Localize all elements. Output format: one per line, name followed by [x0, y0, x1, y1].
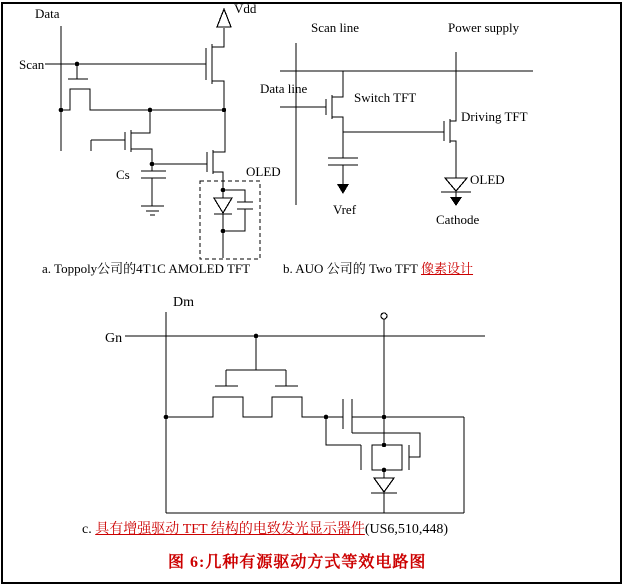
caption-c-suffix: (US6,510,448) [364, 522, 449, 537]
data-line-label: Data line [260, 81, 308, 96]
terminal-circle-icon [381, 313, 387, 319]
vdd-label: Vdd [234, 1, 257, 16]
node-wire [166, 397, 343, 417]
cathode-arrow-icon [450, 197, 462, 206]
vref-arrow-icon [337, 184, 349, 194]
scan-label: Scan [19, 57, 45, 72]
cs-capacitor [141, 164, 166, 206]
vdd-triangle-icon [217, 9, 231, 27]
page-border [2, 3, 621, 583]
figure-caption: 图 6:几种有源驱动方式等效电路图 [168, 554, 427, 571]
data-label: Data [35, 6, 60, 21]
circuit-c-schematic [125, 312, 485, 513]
vref-label: Vref [333, 202, 357, 217]
oled-diode-b [441, 178, 471, 206]
oled-parallel-capacitor [223, 190, 253, 231]
ground-icon [141, 206, 164, 215]
junction-dots-a [59, 62, 227, 234]
switch-tft-label: Switch TFT [354, 90, 417, 105]
power-supply-wire [450, 52, 456, 121]
caption-b-black: b. AUO 公司的 Two TFT [283, 261, 422, 276]
cathode-label: Cathode [436, 212, 480, 227]
junction-dots-c [164, 334, 387, 473]
cs-label: Cs [116, 167, 130, 182]
gn-label: Gn [105, 331, 123, 346]
bus-wire [61, 89, 224, 110]
caption-c [82, 523, 448, 537]
oled-diode-c [371, 470, 397, 513]
dm-label: Dm [173, 295, 194, 310]
caption-a: a. Toppoly公司的4T1C AMOLED TFT [42, 261, 251, 276]
power-supply-label: Power supply [448, 20, 520, 35]
oled-label-a: OLED [246, 164, 281, 179]
vref-capacitor [328, 132, 358, 185]
oled-box [200, 181, 260, 259]
driving-tft-label: Driving TFT [461, 109, 528, 124]
caption-b [283, 262, 473, 276]
storage-capacitor [343, 399, 352, 433]
dual-gate-tft [326, 417, 420, 470]
circuit-a-schematic [45, 9, 260, 259]
oled-diode-a [214, 190, 232, 231]
scan-line-label: Scan line [311, 20, 360, 35]
caption-c-red: 具有增强驱动 TFT 结构的电致发光显示器件 [95, 522, 365, 537]
caption-b-red: 像素设计 [421, 261, 474, 276]
caption-c-prefix: c. [82, 522, 96, 537]
oled-label-b: OLED [470, 172, 505, 187]
